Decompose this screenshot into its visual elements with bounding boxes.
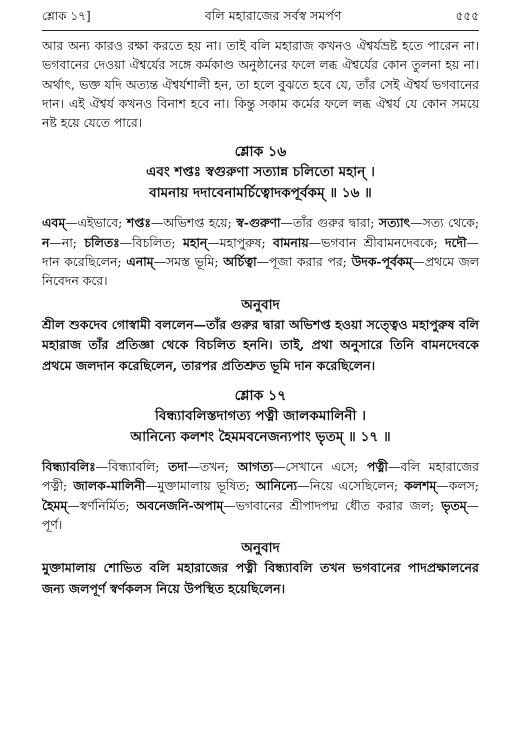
synonym-word: চলিতঃ: [84, 234, 120, 250]
synonym-meaning: পূর্ণ।: [42, 517, 63, 533]
synonym-meaning: বিন্ধ্যাবলি;: [108, 459, 169, 475]
synonym-word: আনিন্যে: [255, 478, 298, 494]
synonym-word: শপ্তঃ: [126, 215, 151, 231]
synonym-meaning: সত্য থেকে;: [422, 215, 479, 231]
synonym-word: বামনায়: [273, 234, 309, 250]
running-header: [42, 0, 479, 31]
synonym-word: উদক-পূর্বকম্: [351, 254, 413, 270]
synonym-word: কলশম্: [404, 478, 437, 494]
verse-17-line-1: বিন্ধ্যাবলিস্তদাগত্য পত্নী জালকমালিনী ।: [155, 408, 366, 425]
synonym-word: এবম্: [42, 215, 66, 231]
synonym-word: তদা: [168, 459, 188, 475]
synonym-word: আগত্য: [237, 459, 274, 475]
synonym-meaning: তাঁর গুরুর দ্বারা;: [292, 215, 379, 231]
synonym-word: অবনেজনি-অপাম্: [136, 497, 224, 513]
synonym-meaning: সমস্ত ভূমি;: [165, 254, 224, 270]
synonym-meaning: ভগবান শ্রীবামনদেবকে;: [321, 234, 446, 250]
header-page-number: ৫৫৫: [455, 9, 479, 23]
synonym-meaning: এইভাবে;: [77, 215, 127, 231]
synonym-meaning: স্বর্ণনির্মিত;: [79, 497, 137, 513]
verse-17-heading: শ্লোক ১৭: [234, 388, 287, 405]
synonym-meaning: মুক্তামালায় ভূষিত;: [157, 478, 256, 494]
verse-16-synonyms: এবম্—এইভাবে; শপ্তঃ—অভিশপ্ত হয়ে; স্ব-গুরুণা—তাঁর গুরুর দ্বারা; সত্যাৎ—সত্য থেকে; ন—না; চলিতঃ—বিচলিত; মহান্—মহাপুরুষ; বামনায়—ভগবান শ্রীবামনদেবকে; দদৌ—দান করেছিলেন; এনাম্—সমস্ত ভূমি; অর্চিত্বা—পূজা করার পর; উদক-পূর্বকম্—প্রথমে জল নিবেদন করে।: [42, 215, 479, 289]
synonym-word: সত্যাৎ: [378, 215, 411, 231]
synonym-word: হৈমম্: [42, 497, 68, 513]
synonym-word: এনাম্: [126, 254, 154, 270]
verse-16-translation: শ্রীল শুকদেব গোস্বামী বললেন—তাঁর গুরুর দ্বারা অভিশপ্ত হওয়া সত্ত্বেও মহাপুরুষ বলি মহারাজ তাঁর প্রতিজ্ঞা থেকে বিচলিত হননি। তাই, প্রথা অনুসারে তিনি বামনদেবকে প্রথমে জলদান করেছিলেন, তারপর প্রতিশ্রুত ভূমি দান করেছিলেন।: [42, 316, 479, 373]
verse-16-line-1: এবং শপ্তঃ স্বগুরুণা সত্যান্ন চলিতো মহান্ ।: [146, 164, 375, 181]
synonym-meaning: অভিশপ্ত হয়ে;: [163, 215, 237, 231]
synonym-meaning: ভগবানের শ্রীপাদপদ্ম ধৌত করার জল;: [235, 497, 442, 513]
synonym-meaning: বলি মহারাজের পত্নী;: [42, 459, 479, 494]
intro-paragraph: আর অন্য কারও রক্ষা করতে হয় না। তাই বলি মহারাজ কখনও ঐশ্বর্যভ্রষ্ট হতে পারেন না। ভগবানের দেওয়া ঐশ্বর্যের সঙ্গে কর্মকাণ্ড অনুষ্ঠানের ফলে লব্ধ ঐশ্বর্যের কোন তুলনা হয় না। অর্থাৎ, ভক্ত যদি অত্যন্ত ঐশ্বর্যশালী হন, তা হলে বুঝতে হবে যে, তাঁর সেই ঐশ্বর্য ভগবানের দান। এই ঐশ্বর্য কখনও বিনাশ হবে না। কিন্তু সকাম কর্মের ফলে লব্ধ ঐশ্বর্য যে কোন সময়ে নষ্ট হয়ে যেতে পারে।: [42, 38, 479, 131]
synonym-word: পত্নী: [366, 459, 388, 475]
header-verse-ref: শ্লোক ১৭]: [42, 9, 91, 23]
synonym-meaning: প্রথমে জল নিবেদন করে।: [42, 254, 479, 289]
verse-17-translation-heading: অনুবাদ: [241, 540, 280, 557]
verse-17-line-2: আনিন্যে কলশং হৈমমবনেজন্যপাং ভৃতম্ ॥ ১৭ ॥: [130, 428, 391, 445]
header-chapter-title: বলি মহারাজের সর্বস্ব সমর্পণ: [204, 8, 342, 23]
synonym-word: ন: [42, 234, 50, 250]
synonym-word: মহান্: [182, 234, 208, 250]
synonym-word: অর্চিত্বা: [223, 254, 257, 270]
synonym-word: জালক-মালিনী: [73, 478, 146, 494]
synonym-meaning: মহাপুরুষ;: [219, 234, 274, 250]
synonym-meaning: দান করেছিলেন;: [42, 254, 127, 270]
verse-16-line-2: বামনায় দদাবেনামর্চিত্বোদকপূর্বকম্ ॥ ১৬ ॥: [149, 184, 372, 201]
synonym-word: বিন্ধ্যাবলিঃ: [42, 459, 96, 475]
verse-17-synonyms: বিন্ধ্যাবলিঃ—বিন্ধ্যাবলি; তদা—তখন; আগত্য—সেখানে এসে; পত্নী—বলি মহারাজের পত্নী; জালক-মালিনী—মুক্তামালায় ভূষিত; আনিন্যে—নিয়ে এসেছিলেন; কলশম্—কলস; হৈমম্—স্বর্ণনির্মিত; অবনেজনি-অপাম্—ভগবানের শ্রীপাদপদ্ম ধৌত করার জল; ভৃতম্—পূর্ণ।: [42, 459, 479, 533]
synonym-meaning: পূজা করার পর;: [269, 254, 352, 270]
verse-16-translation-heading: অনুবাদ: [241, 296, 280, 313]
verse-17-translation: মুক্তামালায় শোভিত বলি মহারাজের পত্নী বিন্ধ্যাবলি তখন ভগবানের পাদপ্রক্ষালনের জন্য জলপূর্ণ স্বর্ণকলস নিয়ে উপস্থিত হয়েছিলেন।: [42, 560, 479, 596]
synonym-word: দদৌ: [445, 234, 467, 250]
synonym-meaning: কলস;: [448, 478, 479, 494]
synonym-meaning: বিচলিত;: [132, 234, 183, 250]
synonym-word: স্ব-গুরুণা: [236, 215, 281, 231]
synonym-meaning: তখন;: [199, 459, 238, 475]
verse-16-heading: শ্লোক ১৬: [234, 144, 287, 161]
synonym-meaning: সেখানে এসে;: [285, 459, 367, 475]
synonym-word: ভৃতম্: [441, 497, 467, 513]
synonym-meaning: না;: [61, 234, 85, 250]
synonym-meaning: নিয়ে এসেছিলেন;: [309, 478, 405, 494]
